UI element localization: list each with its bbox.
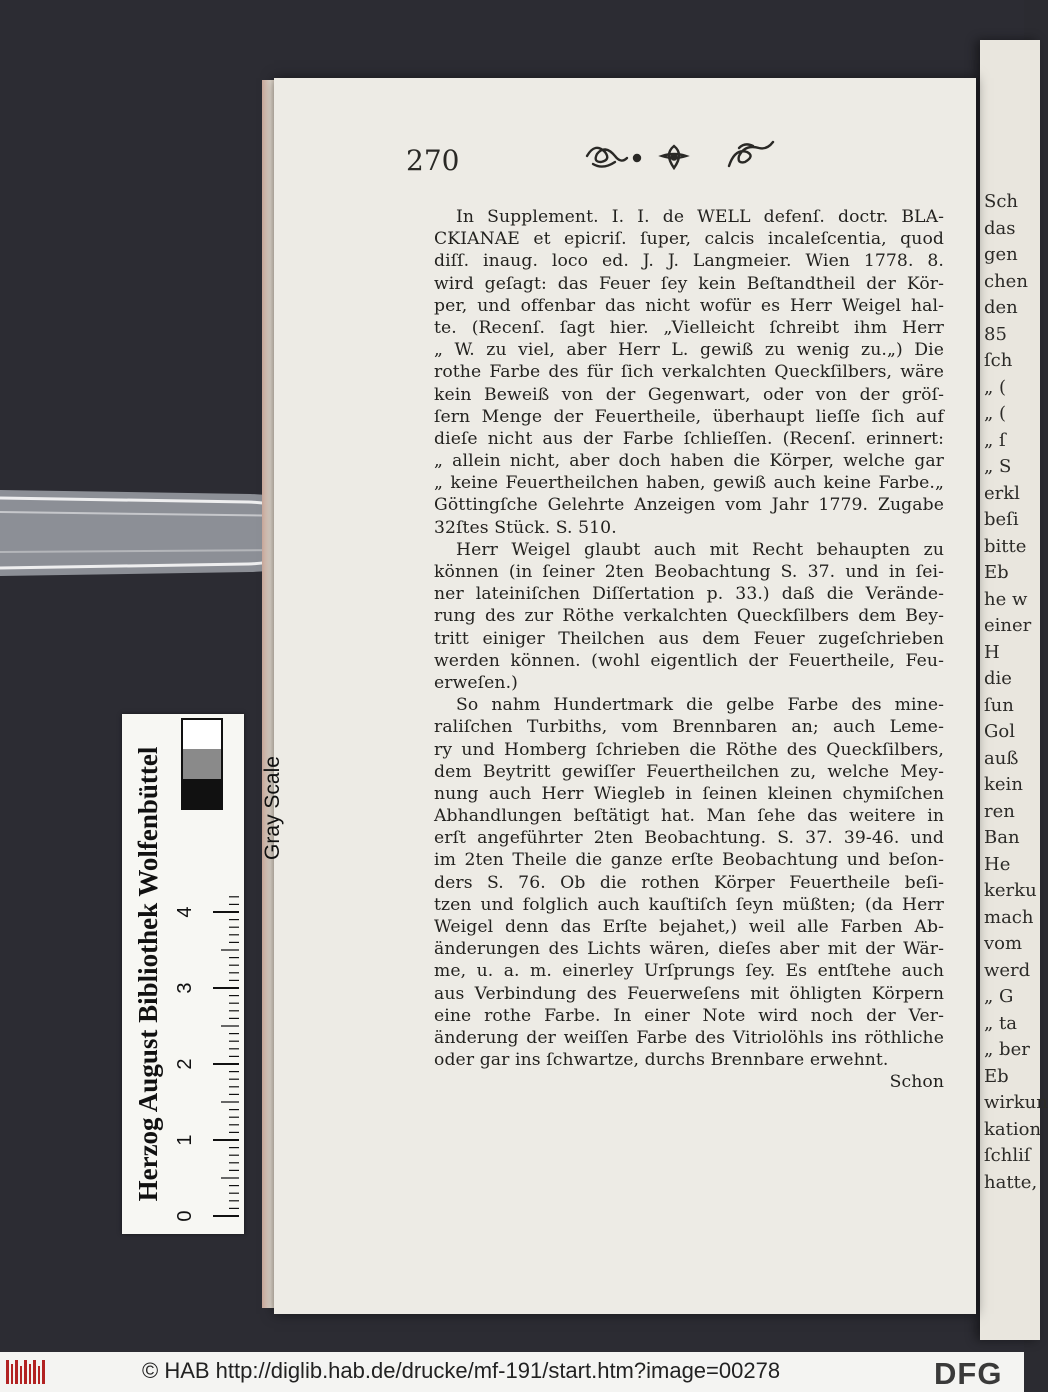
adjacent-page [980,40,1048,1340]
text-line: erweſen.) [434,672,518,693]
text-line: ders S. 76. Ob die rothen Körper Feuertheile beſi- [434,872,944,893]
adjacent-page-fragment: he w [984,588,1028,610]
adjacent-page-fragment: bitte [984,535,1027,557]
text-line: werden können. (wohl eigentlich der Feuertheile, Feu- [434,650,944,671]
text-line: eine rothe Farbe. In einer Note wird noch der Ver- [434,1005,944,1026]
text-line: oder gar ins ſchwartze, durchs Brennbare erwehnt. [434,1050,889,1071]
text-line: tzen und folglich auch kauſtiſch ſeyn müßten; (da Herr [434,894,944,915]
page-number: 270 [406,144,460,177]
adjacent-page-fragment: „ ( [984,403,1007,424]
text-line: raliſchen Turbiths, vom Brennbaren an; auch Leme- [434,717,944,738]
adjacent-page-fragment: kein [984,774,1023,795]
ruler-number: 1 [174,1134,196,1146]
adjacent-page-fragment: erkl [984,482,1020,504]
adjacent-page-fragment: beſi [984,509,1019,530]
page-text [434,206,944,1094]
text-line: tritt einiger Theilchen aus dem Feuer zugeſchrieben [434,628,944,649]
hab-logo-icon [6,1358,46,1386]
ruler-number: 0 [174,1210,196,1222]
adjacent-page-fragment: einer [984,615,1032,636]
text-line: 32ſtes Stück. S. 510. [434,517,617,538]
text-line: te. (Recenſ. ſagt hier. „Vielleicht ſchreibt ihm Herr [434,317,944,338]
text-line: dem Beytritt gewiſſer Feuertheilchen zu, welche Mey- [434,761,944,782]
text-line: erſt angeführter 2ten Beobachtung. S. 37. 39-46. und [434,828,944,849]
adjacent-page-fragment: chen [984,270,1028,292]
text-line: können (in ſeiner 2ten Beobachtung S. 37. und in ſei- [434,562,944,582]
adjacent-page-fragment: hatte, [984,1171,1038,1193]
adjacent-page-fragment: kerku [984,880,1037,901]
text-line: Weigel denn das Erſte bejahet,) weil alle Farben Ab- [434,917,944,937]
text-line: ner lateiniſchen Diſſertation p. 33.) daß die Verände- [434,584,944,605]
text-line: Abhandlungen beſtätigt hat. Man ſehe das weitere in [434,806,944,827]
text-line: In Supplement. I. I. de WELL defenſ. doctr. BLA- [456,207,944,227]
scale-title: Herzog August Bibliothek Wolfenbüttel [133,746,163,1202]
adjacent-page-fragment: das [984,217,1016,239]
adjacent-page-fragment: ſchliſ [984,1145,1031,1166]
adjacent-page-fragment: Eb [984,562,1009,583]
ornament-icon [579,136,789,176]
ruler [174,884,239,1224]
text-line: änderungen des Lichts wären, dieſes aber mit der Wär- [434,939,944,960]
text-line: me, u. a. m. einerley Urſprungs ſey. Es entſtehe auch [434,961,944,982]
adjacent-page-fragment: auß [984,747,1019,769]
gray-swatch [183,749,221,778]
adjacent-page-fragment: vom [984,933,1023,954]
text-line: kein Beweiß von der Gegenwart, oder von der gröſ- [434,384,944,405]
adjacent-page-fragment: „ ſ [984,429,1006,451]
text-line: diſſ. inaug. loco ed. J. J. Langmeier. Wien 1778. 8. [434,251,944,272]
text-line: rothe Farbe des für ſich verkalchten Queckſilbers, wäre [434,362,944,383]
text-line: „ allein nicht, aber doch haben die Körper, welche gar [434,451,944,472]
adjacent-page-fragment: Ban [984,827,1020,848]
text-line: aus Verbindung des Feuerweſens mit öhligten Körpern [434,983,944,1004]
copyright-link[interactable]: © HAB http://diglib.hab.de/drucke/mf-191/start.htm?image=00278 [142,1358,781,1383]
ruler-number: 4 [174,906,196,918]
text-line: per, und offenbar das nicht wofür es Herr Weigel hal- [434,295,944,316]
book-page [274,78,976,1314]
adjacent-page-fragment: mach [984,906,1034,928]
text-line: rung des zur Röthe verkalchten Queckſilbers dem Bey- [434,606,944,627]
adjacent-page-fragment: wirkun [984,1092,1048,1113]
gray-swatch [183,720,221,749]
dfg-logo: DFG [934,1356,1003,1391]
text-line: So nahm Hundertmark die gelbe Farbe des mine- [456,695,944,716]
adjacent-page-fragment: ſun [984,694,1014,716]
ruler-number: 2 [174,1058,196,1070]
footer-bar [0,1352,1024,1392]
text-line: „ W. zu viel, aber Herr L. gewiß zu wenig zu.„) Die [434,340,944,361]
text-line: nung auch Herr Wiegleb in ſeinen kleinen chymiſchen [434,783,944,804]
text-line: wird geſagt: das Feuer ſey kein Beſtandtheil der Kör- [434,273,944,294]
adjacent-page-fragment: Sch [984,191,1019,212]
adjacent-page-fragment: gen [984,244,1018,265]
color-reference-scale [122,714,284,1234]
gray-swatch [183,779,221,808]
catchword: Schon [889,1072,944,1093]
adjacent-page-fragment: „ ( [984,376,1007,398]
adjacent-page-fragment: werd [984,959,1031,981]
text-line: CKIANAE et epicriſ. ſuper, calcis incaleſcentia, quod [434,229,944,250]
adjacent-page-fragment: He [984,853,1011,875]
text-line: ſern Menge der Feuertheile, überhaupt lieſſe ſich auf [434,406,944,427]
adjacent-page-fragment: „ S [984,456,1012,477]
adjacent-page-fragment: ſch [984,350,1013,371]
adjacent-page-fragment: Gol [984,721,1015,742]
adjacent-page-fragment: 85 [984,323,1007,345]
adjacent-page-fragment: „ G [984,986,1014,1007]
text-line: ry und Homberg ſchrieben die Röthe des Queckſilbers, [434,739,944,760]
text-line: Göttingſche Gelehrte Anzeigen vom Jahr 1779. Zugabe [434,495,944,516]
adjacent-page-fragment: kation [984,1118,1042,1140]
gray-scale-label: Gray Scale [261,756,284,860]
adjacent-page-fragment: die [984,668,1012,689]
text-line: „ keine Feuertheilchen haben, gewiß auch keine Farbe.„ [434,473,944,494]
text-line: Herr Weigel glaubt auch mit Recht behaupten zu [456,539,944,560]
text-line: änderung der weiſſen Farbe des Vitriolöhls ins röthliche [434,1027,944,1048]
adjacent-page-fragment: ren [984,800,1015,822]
adjacent-page-fragment: den [984,297,1018,318]
adjacent-page-fragment: Eb [984,1065,1009,1087]
text-line: im 2ten Theile die ganze erſte Beobachtung und beſon- [434,850,944,871]
ruler-number: 3 [174,982,196,994]
gray-swatches [181,718,223,810]
text-line: dieſe nicht aus der Farbe ſchlieſſen. (Recenſ. erinnert: [434,428,944,449]
adjacent-page-fragment: „ ta [984,1012,1018,1034]
adjacent-page-fragment: „ ber [984,1039,1030,1060]
adjacent-page-fragment: H [984,641,1000,663]
